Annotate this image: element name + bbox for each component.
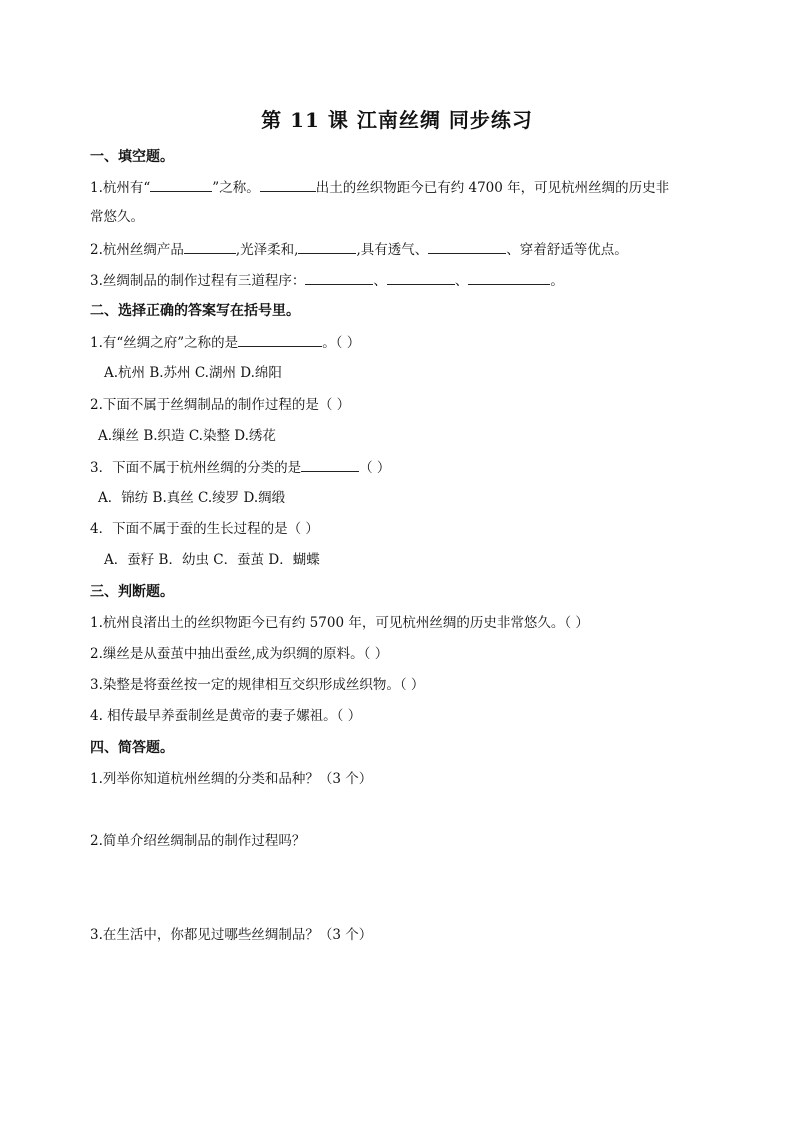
page-title: 第 11 课 江南丝绸 同步练习 bbox=[261, 108, 533, 132]
answer-paren[interactable]: （ ） bbox=[359, 460, 391, 476]
answer-blank[interactable] bbox=[150, 178, 212, 192]
answer-blank[interactable] bbox=[184, 240, 236, 254]
separator: 、 bbox=[373, 273, 387, 289]
s1-q3-text: 3.丝绸制品的制作过程有三道程序： bbox=[90, 273, 306, 289]
answer-blank[interactable] bbox=[387, 271, 455, 285]
s3-q2: 2.缫丝是从蚕茧中抽出蚕丝,成为织绸的原料。（ ） bbox=[90, 646, 389, 662]
answer-blank[interactable] bbox=[238, 333, 322, 347]
answer-blank[interactable] bbox=[468, 271, 550, 285]
s4-q1: 1.列举你知道杭州丝绸的分类和品种？（3 个） bbox=[90, 771, 373, 787]
s1-q1-text-c: 出土的丝织物距今已有约 4700 年，可见杭州丝绸的历史非 bbox=[315, 180, 670, 196]
section1-heading: 一、填空题。 bbox=[90, 149, 174, 165]
s1-q2-text-d: 、穿着舒适等优点。 bbox=[506, 242, 628, 258]
s2-q2: 2.下面不属于丝绸制品的制作过程的是（ ） bbox=[90, 397, 351, 413]
period: 。 bbox=[550, 273, 564, 289]
s2-q1-text: 1.有“丝绸之府”之称的是 bbox=[90, 335, 239, 351]
answer-blank[interactable] bbox=[301, 458, 359, 472]
section3-heading: 三、判断题。 bbox=[90, 584, 174, 600]
s3-q4: 4. 相传最早养蚕制丝是黄帝的妻子嫘祖。（ ） bbox=[90, 708, 362, 724]
section2-heading: 二、选择正确的答案写在括号里。 bbox=[90, 303, 300, 319]
s2-q3 bbox=[90, 458, 390, 477]
s1-q1-text-a: 1.杭州有“ bbox=[90, 180, 151, 196]
s2-q3-text: 3．下面不属于杭州丝绸的分类的是 bbox=[90, 460, 302, 476]
s1-q1-text-b: ”之称。 bbox=[212, 180, 260, 196]
answer-blank[interactable] bbox=[260, 178, 316, 192]
answer-paren[interactable]: 。（ ） bbox=[322, 335, 361, 351]
s4-q2: 2.简单介绍丝绸制品的制作过程吗？ bbox=[90, 833, 306, 849]
answer-blank[interactable] bbox=[428, 240, 506, 254]
s1-q2-text-a: 2.杭州丝绸产品 bbox=[90, 242, 184, 258]
s1-q2-text-b: ,光泽柔和, bbox=[235, 242, 299, 258]
s1-q2 bbox=[90, 240, 628, 259]
s1-q1-line1 bbox=[90, 178, 669, 197]
s2-q4-options: A．蚕籽 B．幼虫 C．蚕茧 D．蝴蝶 bbox=[104, 552, 320, 568]
separator: 、 bbox=[454, 273, 469, 289]
s1-q1-line2: 常悠久。 bbox=[90, 209, 144, 225]
s3-q1: 1.杭州良渚出土的丝织物距今已有约 5700 年，可见杭州丝绸的历史非常悠久。（ ） bbox=[90, 615, 589, 631]
answer-blank[interactable] bbox=[305, 271, 373, 285]
s2-q1 bbox=[90, 333, 360, 352]
s1-q2-text-c: ,具有透气、 bbox=[356, 242, 429, 258]
s4-q3: 3.在生活中，你都见过哪些丝绸制品？（3 个） bbox=[90, 927, 373, 943]
s3-q3: 3.染整是将蚕丝按一定的规律相互交织形成丝织物。（ ） bbox=[90, 677, 425, 693]
s2-q2-options: A.缫丝 B.织造 C.染整 D.绣花 bbox=[98, 428, 276, 444]
answer-blank[interactable] bbox=[298, 240, 356, 254]
section4-heading: 四、简答题。 bbox=[90, 740, 174, 756]
s2-q4: 4．下面不属于蚕的生长过程的是（ ） bbox=[90, 521, 319, 537]
s2-q3-options: A．锦纺 B.真丝 C.绫罗 D.绸缎 bbox=[98, 490, 286, 506]
s1-q3 bbox=[90, 271, 564, 290]
s2-q1-options: A.杭州 B.苏州 C.湖州 D.绵阳 bbox=[104, 365, 282, 381]
